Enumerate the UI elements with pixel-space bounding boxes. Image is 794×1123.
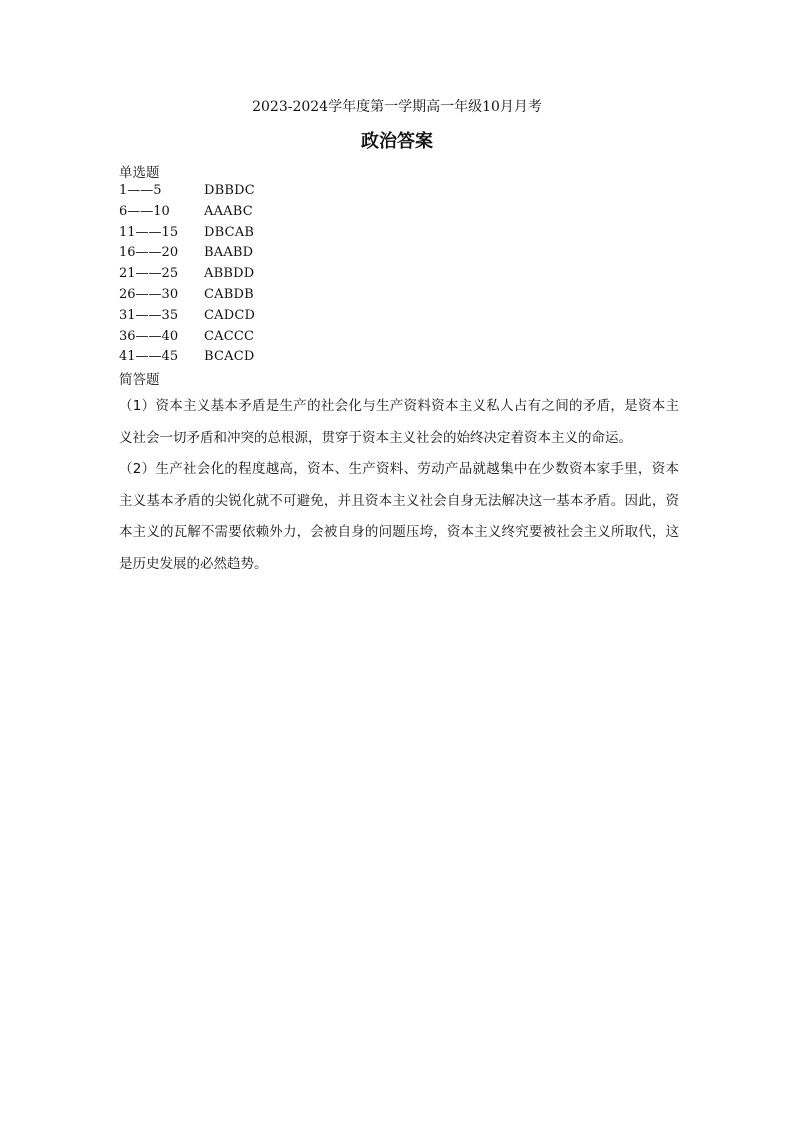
answer-row	[119, 202, 419, 223]
answer-paragraph-2: （2）生产社会化的程度越高，资本、生产资料、劳动产品就越集中在少数资本家手里，资本主义基本矛盾的尖锐化就不可避免，并且资本主义社会自身无法解决这一基本矛盾。因此，资本主义的瓦解不需要依赖外力，会被自身的问题压垮，资本主义终究要被社会主义所取代，这是历史发展的必然趋势。	[119, 461, 679, 572]
exam-header: 2023-2024学年度第一学期高一年级10月月考	[252, 99, 542, 115]
question-range: 36——40	[119, 328, 179, 344]
question-range: 21——25	[119, 266, 179, 282]
answer-row	[119, 243, 419, 264]
answer-row	[119, 264, 419, 285]
question-range: 26——30	[119, 286, 179, 302]
short-answer-body	[119, 391, 679, 580]
short-answer-label: 简答题	[119, 372, 160, 388]
question-range: 11——15	[119, 224, 179, 240]
page-title: 政治答案	[361, 131, 433, 152]
answer-row	[119, 285, 419, 306]
answer-row	[119, 181, 419, 202]
answer-key: DBBDC	[204, 183, 255, 198]
answer-paragraph-1: （1）资本主义基本矛盾是生产的社会化与生产资料资本主义私人占有之间的矛盾，是资本主义社会一切矛盾和冲突的总根源，贯穿于资本主义社会的始终决定着资本主义的命运。	[119, 398, 679, 446]
answer-key: BCACD	[204, 349, 255, 365]
question-range: 31——35	[119, 307, 179, 323]
answer-row	[119, 347, 419, 368]
answer-row	[119, 306, 419, 327]
question-range: 1——5	[119, 183, 162, 198]
answer-key-list	[119, 181, 419, 368]
answer-key: BAABD	[204, 245, 254, 261]
answer-key: AAABC	[204, 203, 253, 219]
question-range: 41——45	[119, 349, 179, 365]
answer-key: CADCD	[204, 307, 256, 323]
answer-row	[119, 223, 419, 244]
answer-key: CABDB	[204, 286, 254, 302]
answer-key: DBCAB	[204, 224, 255, 240]
question-range: 6——10	[119, 203, 170, 219]
question-range: 16——20	[119, 245, 179, 261]
answer-row	[119, 327, 419, 348]
answer-key: CACCC	[204, 328, 255, 344]
single-choice-label: 单选题	[119, 165, 160, 181]
answer-key: ABBDD	[204, 266, 255, 282]
